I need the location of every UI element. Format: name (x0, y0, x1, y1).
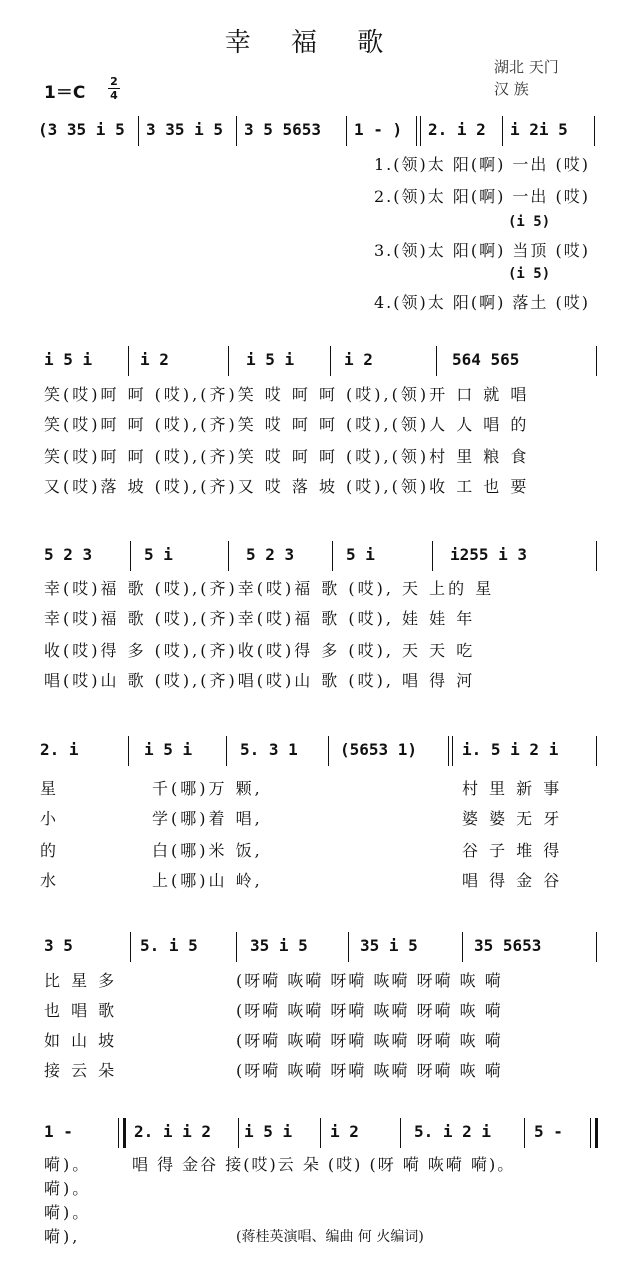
song-title: 幸 福 歌 (224, 28, 400, 58)
lyric-verse: 的 (40, 841, 60, 860)
measure: 3 35 i 5 (146, 120, 224, 139)
lyric-verse: 幸(哎)福 歌 (哎),(齐)幸(哎)福 歌 (哎), 天 上的 星 (44, 579, 495, 598)
barline (320, 1118, 321, 1148)
barline (462, 932, 463, 962)
barline (138, 116, 139, 146)
measure: 2. i 2 (428, 120, 486, 139)
time-numerator: 2 (110, 75, 118, 88)
repeat-barline (123, 1118, 126, 1148)
verse-intro-line: 1.(领)太 阳(啊) 一出 (哎) (374, 155, 590, 174)
alternate-notes: (i 5) (508, 266, 551, 282)
origin-ethnic: 汉 族 (494, 80, 529, 98)
lyric-verse: 笑(哎)呵 呵 (哎),(齐)笑 哎 呵 呵 (哎),(领)人 人 唱 的 (44, 415, 530, 434)
lyric-verse: 嗬), (44, 1227, 81, 1246)
measure: i 5 i (244, 1122, 293, 1141)
barline (130, 541, 131, 571)
measure: 35 i 5 (250, 936, 308, 955)
measure: 5. 3 1 (240, 740, 298, 759)
lyric-verse: 收(哎)得 多 (哎),(齐)收(哎)得 多 (哎), 天 天 吃 (44, 641, 476, 660)
measure: (3 35 i 5 (38, 120, 125, 139)
barline (332, 541, 333, 571)
measure: 1 - ) (354, 120, 403, 139)
lyric-verse: 嗬)。 (44, 1179, 92, 1198)
barline (236, 932, 237, 962)
measure: i 2i 5 (510, 120, 568, 139)
lyric-verse: 上(哪)山 岭, (152, 871, 263, 890)
barline (420, 116, 421, 146)
lyric-verse: 星 (40, 779, 60, 798)
barline (118, 1118, 119, 1148)
lyric-verse: 幸(哎)福 歌 (哎),(齐)幸(哎)福 歌 (哎), 娃 娃 年 (44, 609, 476, 628)
lyric-verse: 笑(哎)呵 呵 (哎),(齐)笑 哎 呵 呵 (哎),(领)村 里 粮 食 (44, 447, 530, 466)
lyric-verse: 村 里 新 事 (462, 779, 563, 798)
barline (226, 736, 227, 766)
barline (346, 116, 347, 146)
barline (432, 541, 433, 571)
measure: 5 2 3 (246, 545, 295, 564)
barline (596, 932, 597, 962)
time-signature (108, 76, 120, 101)
lyric-verse: 如 山 坡 (44, 1031, 118, 1050)
barline (594, 116, 595, 146)
barline (228, 541, 229, 571)
barline (130, 932, 131, 962)
measure: 5 i (144, 545, 173, 564)
barline (452, 736, 453, 766)
lyric-verse: (呀嗬 咴嗬 呀嗬 咴嗬 呀嗬 咴 嗬 (236, 971, 503, 990)
lyric-verse: 白(哪)米 饭, (152, 841, 263, 860)
verse-intro-line: 3.(领)太 阳(啊) 当顶 (哎) (374, 241, 590, 260)
barline (128, 346, 129, 376)
measure: 5. i 2 i (414, 1122, 492, 1141)
measure: (5653 1) (340, 740, 418, 759)
barline (238, 1118, 239, 1148)
measure: 35 i 5 (360, 936, 418, 955)
measure: i. 5 i 2 i (462, 740, 559, 759)
barline (228, 346, 229, 376)
verse-intro-line: 4.(领)太 阳(啊) 落土 (哎) (374, 293, 590, 312)
measure: 3 5 5653 (244, 120, 322, 139)
measure: i 5 i (44, 350, 93, 369)
lyric-verse: 水 (40, 871, 60, 890)
origin-region: 湖北 天门 (494, 58, 559, 76)
lyric-verse: 小 (40, 809, 60, 828)
key-signature: 1＝C (44, 83, 86, 103)
lyric-verse: 嗬)。 (44, 1203, 92, 1222)
measure: 2. i i 2 (134, 1122, 212, 1141)
verse-intro-line: 2.(领)太 阳(啊) 一出 (哎) (374, 187, 590, 206)
barline (400, 1118, 401, 1148)
measure: i 5 i (144, 740, 193, 759)
lyric-verse: 婆 婆 无 牙 (462, 809, 563, 828)
barline (348, 932, 349, 962)
measure: i255 i 3 (450, 545, 528, 564)
measure: 3 5 (44, 936, 73, 955)
lyric-verse: 接 云 朵 (44, 1061, 118, 1080)
measure: 5. i 5 (140, 936, 198, 955)
measure: i 2 (344, 350, 373, 369)
measure: 1 - (44, 1122, 73, 1141)
lyric-verse: 嗬)。 (44, 1155, 92, 1174)
time-denominator: 4 (110, 89, 118, 102)
lyric-verse: 千(哪)万 颗, (152, 779, 263, 798)
measure: 5 2 3 (44, 545, 93, 564)
barline (502, 116, 503, 146)
final-barline (595, 1118, 598, 1148)
measure: i 5 i (246, 350, 295, 369)
measure: 5 - (534, 1122, 563, 1141)
credits: (蒋桂英演唱、编曲 何 火编词) (236, 1229, 424, 1245)
lyric-coda: 唱 得 金谷 接(哎)云 朵 (哎) (呀 嗬 咴嗬 嗬)。 (132, 1155, 516, 1174)
lyric-verse: 又(哎)落 坡 (哎),(齐)又 哎 落 坡 (哎),(领)收 工 也 要 (44, 477, 530, 496)
barline (330, 346, 331, 376)
barline (128, 736, 129, 766)
measure: i 2 (330, 1122, 359, 1141)
barline (236, 116, 237, 146)
lyric-verse: 谷 子 堆 得 (462, 841, 563, 860)
lyric-verse: (呀嗬 咴嗬 呀嗬 咴嗬 呀嗬 咴 嗬 (236, 1031, 503, 1050)
measure: 35 5653 (474, 936, 542, 955)
barline (328, 736, 329, 766)
lyric-verse: 笑(哎)呵 呵 (哎),(齐)笑 哎 呵 呵 (哎),(领)开 口 就 唱 (44, 385, 530, 404)
lyric-verse: 学(哪)着 唱, (152, 809, 263, 828)
lyric-verse: 也 唱 歌 (44, 1001, 118, 1020)
barline (436, 346, 437, 376)
measure: 564 565 (452, 350, 520, 369)
barline (524, 1118, 525, 1148)
barline (596, 736, 597, 766)
barline (596, 541, 597, 571)
measure: i 2 (140, 350, 169, 369)
measure: 5 i (346, 545, 375, 564)
barline (590, 1118, 591, 1148)
lyric-verse: 比 星 多 (44, 971, 118, 990)
lyric-verse: (呀嗬 咴嗬 呀嗬 咴嗬 呀嗬 咴 嗬 (236, 1001, 503, 1020)
barline (448, 736, 449, 766)
lyric-verse: (呀嗬 咴嗬 呀嗬 咴嗬 呀嗬 咴 嗬 (236, 1061, 503, 1080)
measure: 2. i (40, 740, 79, 759)
barline (596, 346, 597, 376)
alternate-notes: (i 5) (508, 214, 551, 230)
barline (416, 116, 417, 146)
lyric-verse: 唱(哎)山 歌 (哎),(齐)唱(哎)山 歌 (哎), 唱 得 河 (44, 671, 476, 690)
lyric-verse: 唱 得 金 谷 (462, 871, 563, 890)
